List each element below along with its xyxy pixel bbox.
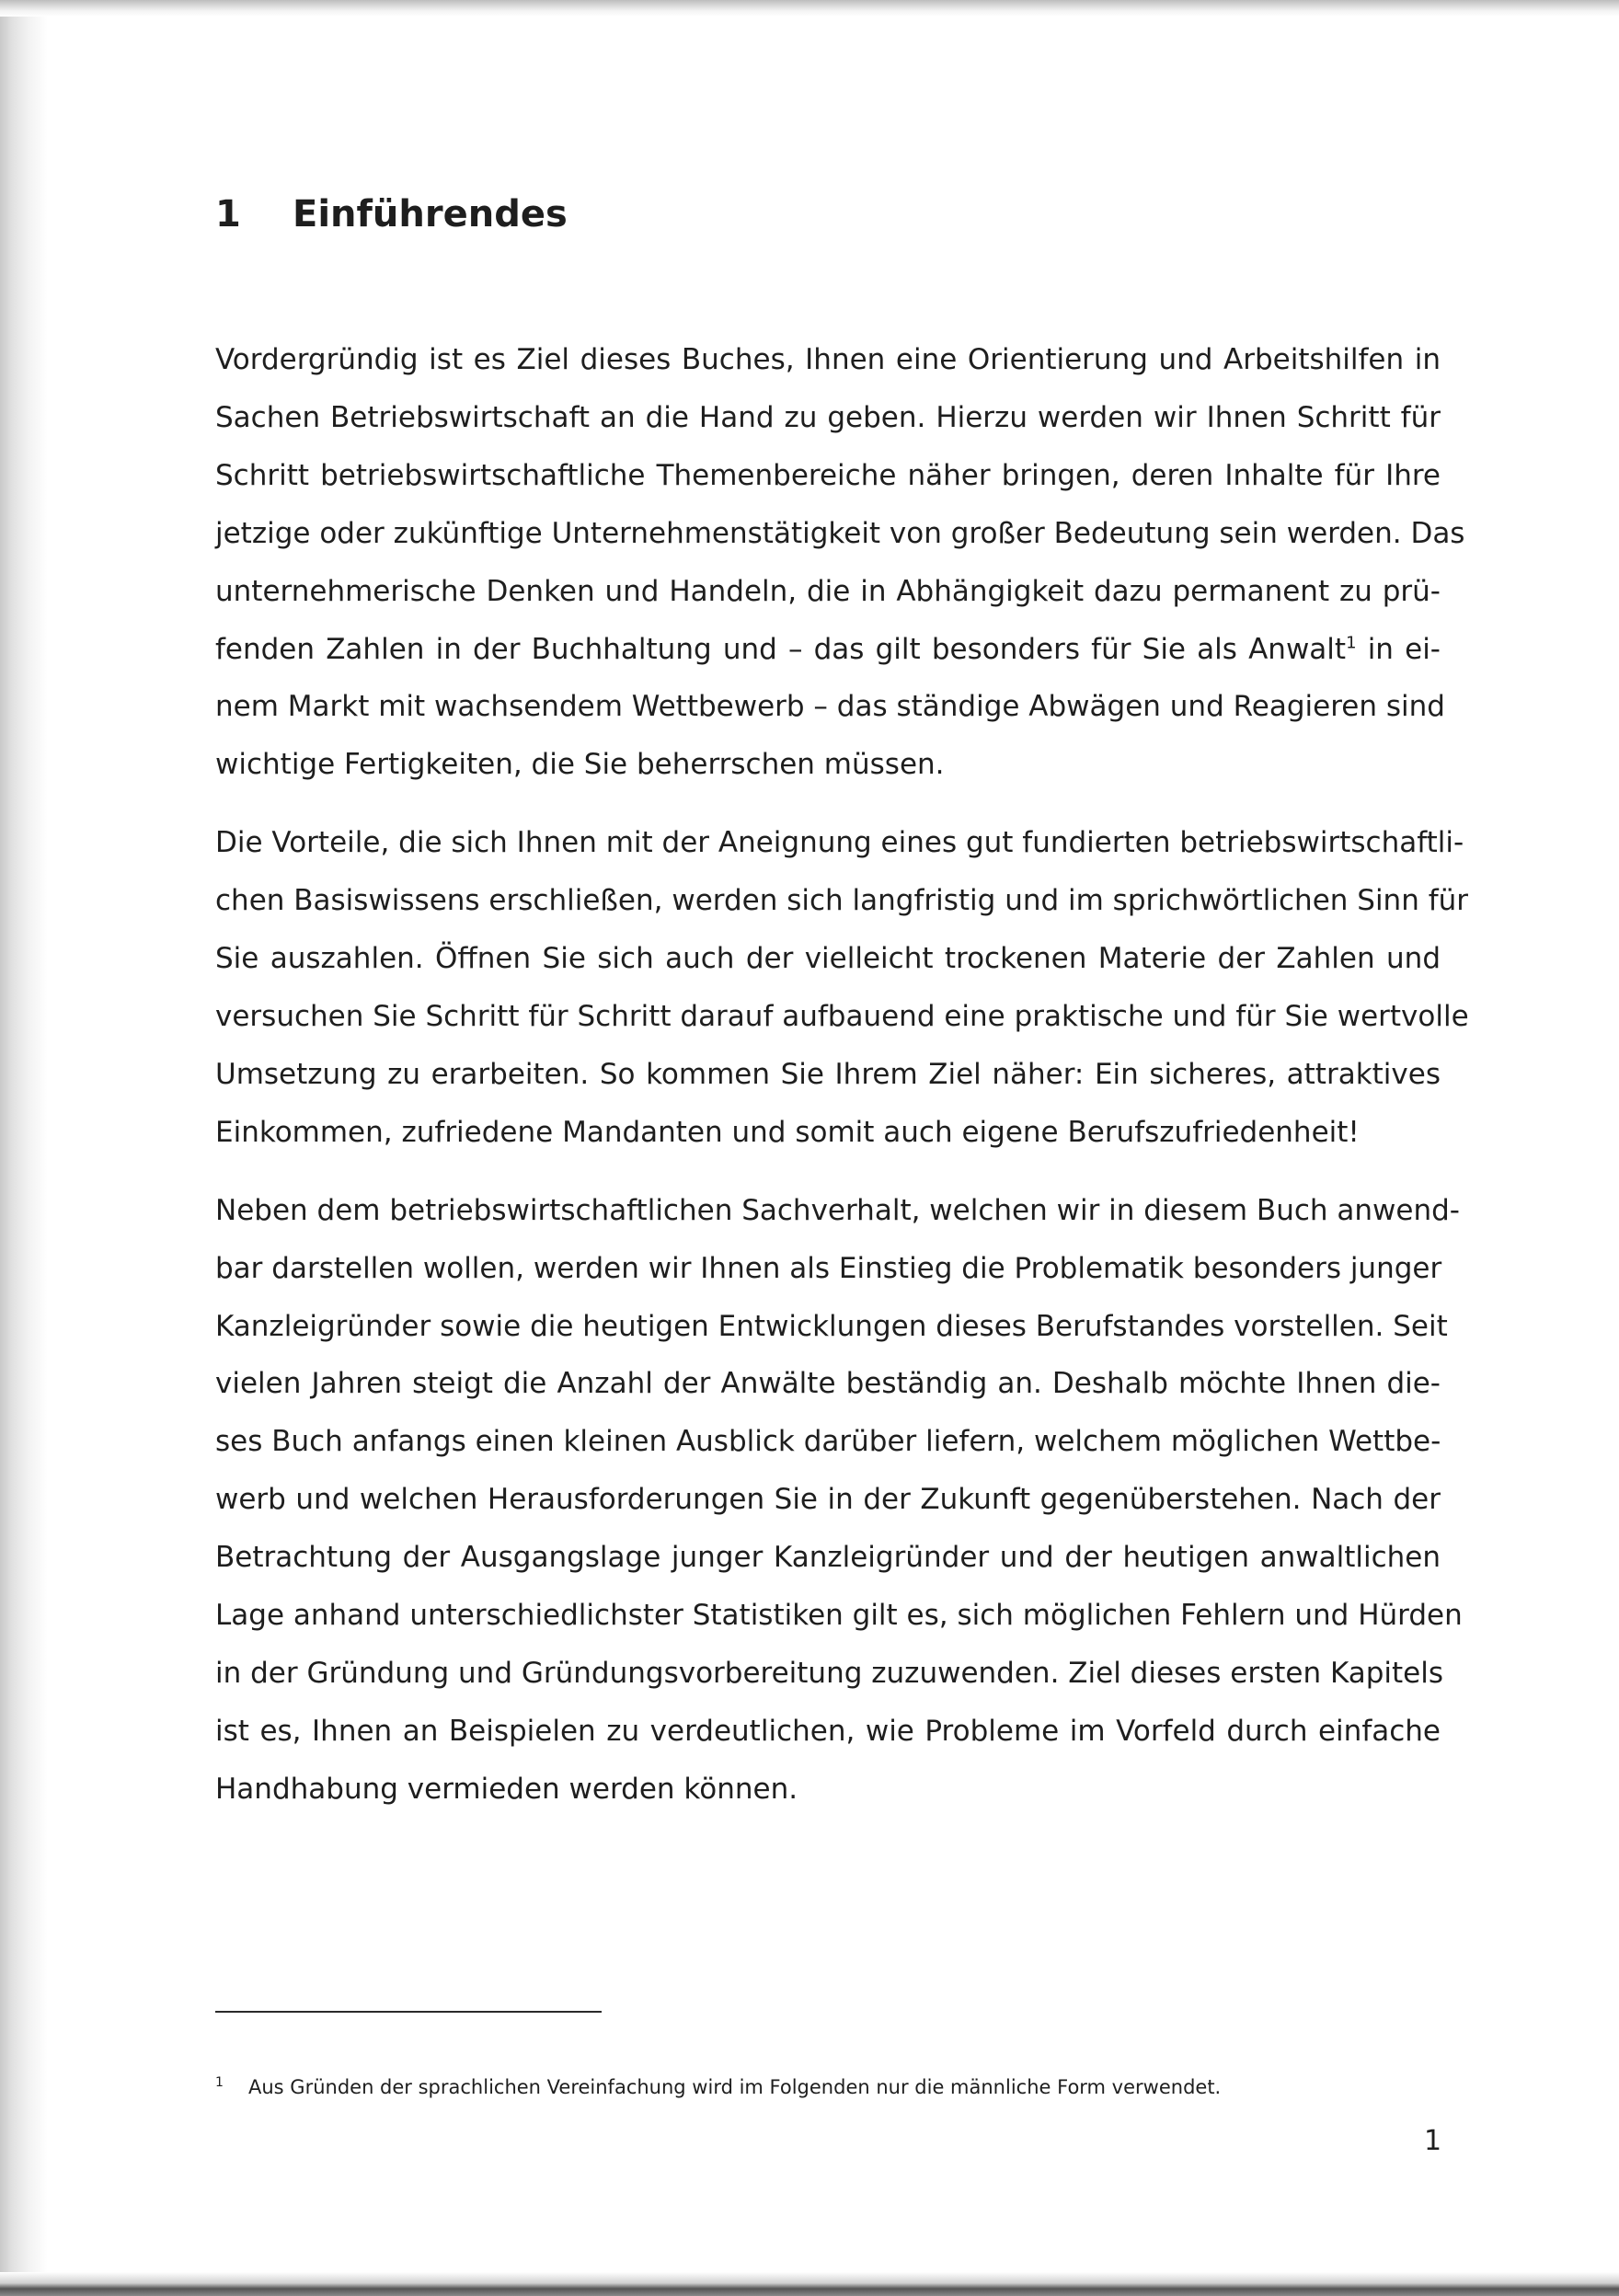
text-line-part: in ei-	[1356, 632, 1441, 666]
text-line: wichtige Fertigkeiten, die Sie beherrschen müssen.	[215, 748, 945, 782]
chapter-number: 1	[215, 193, 241, 235]
text-line-with-footnote	[215, 621, 1441, 679]
text-line: Lage anhand unterschiedlichster Statistiken gilt es, sich möglichen Fehlern und Hürden	[215, 1599, 1463, 1633]
scan-shadow-top	[0, 0, 1619, 17]
text-line: werb und welchen Herausforderungen Sie in der Zukunft gegenüberstehen. Nach der	[215, 1483, 1441, 1517]
text-line-part: fenden Zahlen in der Buchhaltung und – das gilt besonders für Sie als Anwalt	[215, 632, 1347, 666]
footnote-divider	[215, 2011, 602, 2013]
paragraph-1	[215, 331, 1465, 794]
text-line: nem Markt mit wachsendem Wettbewerb – das ständige Abwägen und Reagieren sind	[215, 690, 1445, 724]
text-line: ist es, Ihnen an Beispielen zu verdeutlichen, wie Probleme im Vorfeld durch einfache	[215, 1714, 1441, 1748]
text-line: chen Basiswissens erschließen, werden sich langfristig und im sprichwörtlichen Sinn für	[215, 884, 1469, 918]
body-text	[215, 331, 1469, 1839]
footnote-mark: 1	[215, 2075, 224, 2090]
text-line: Die Vorteile, die sich Ihnen mit der Aneignung eines gut fundierten betriebswirtschaftli-	[215, 826, 1464, 860]
scan-shadow-left	[0, 0, 48, 2296]
text-line: in der Gründung und Gründungsvorbereitung zuzuwenden. Ziel dieses ersten Kapitels	[215, 1656, 1444, 1690]
text-line: bar darstellen wollen, werden wir Ihnen als Einstieg die Problematik besonders junger	[215, 1251, 1442, 1285]
text-line: jetzige oder zukünftige Unternehmenstätigkeit von großer Bedeutung sein werden. Das	[215, 516, 1465, 550]
paragraph-3	[215, 1182, 1463, 1819]
text-line: versuchen Sie Schritt für Schritt darauf aufbauend eine praktische und für Sie wertvolle	[215, 999, 1469, 1033]
text-line: vielen Jahren steigt die Anzahl der Anwälte beständig an. Deshalb möchte Ihnen die-	[215, 1367, 1441, 1401]
text-line: Einkommen, zufriedene Mandanten und somit auch eigene Berufszufriedenheit!	[215, 1115, 1360, 1149]
paragraph-2	[215, 814, 1469, 1161]
text-line: Sachen Betriebswirtschaft an die Hand zu geben. Hierzu werden wir Ihnen Schritt für	[215, 400, 1441, 434]
page-number: 1	[1424, 2125, 1442, 2157]
text-line: unternehmerische Denken und Handeln, die in Abhängigkeit dazu permanent zu prü-	[215, 574, 1441, 608]
text-line: Handhabung vermieden werden können.	[215, 1772, 798, 1806]
text-line: Kanzleigründer sowie die heutigen Entwicklungen dieses Berufstandes vorstellen. Seit	[215, 1309, 1448, 1343]
chapter-heading	[215, 193, 568, 235]
footnote	[215, 2075, 1221, 2098]
text-line: ses Buch anfangs einen kleinen Ausblick darüber liefern, welchem möglichen Wettbe-	[215, 1425, 1441, 1459]
scan-shadow-bottom	[0, 2272, 1619, 2296]
text-line: Neben dem betriebswirtschaftlichen Sachverhalt, welchen wir in diesem Buch anwend-	[215, 1193, 1460, 1227]
footnote-text: Aus Gründen der sprachlichen Vereinfachung wird im Folgenden nur die männliche Form verwendet.	[248, 2076, 1222, 2098]
text-line: Betrachtung der Ausgangslage junger Kanzleigründer und der heutigen anwaltlichen	[215, 1541, 1441, 1575]
chapter-title: Einführendes	[293, 193, 568, 235]
text-line: Sie auszahlen. Öffnen Sie sich auch der vielleicht trockenen Materie der Zahlen und	[215, 942, 1441, 976]
text-line: Schritt betriebswirtschaftliche Themenbereiche näher bringen, deren Inhalte für Ihre	[215, 458, 1441, 492]
text-line: Umsetzung zu erarbeiten. So kommen Sie Ihrem Ziel näher: Ein sicheres, attraktives	[215, 1057, 1441, 1091]
footnote-reference[interactable]: 1	[1346, 633, 1357, 653]
text-line: Vordergründig ist es Ziel dieses Buches, Ihnen eine Orientierung und Arbeitshilfen in	[215, 343, 1441, 376]
